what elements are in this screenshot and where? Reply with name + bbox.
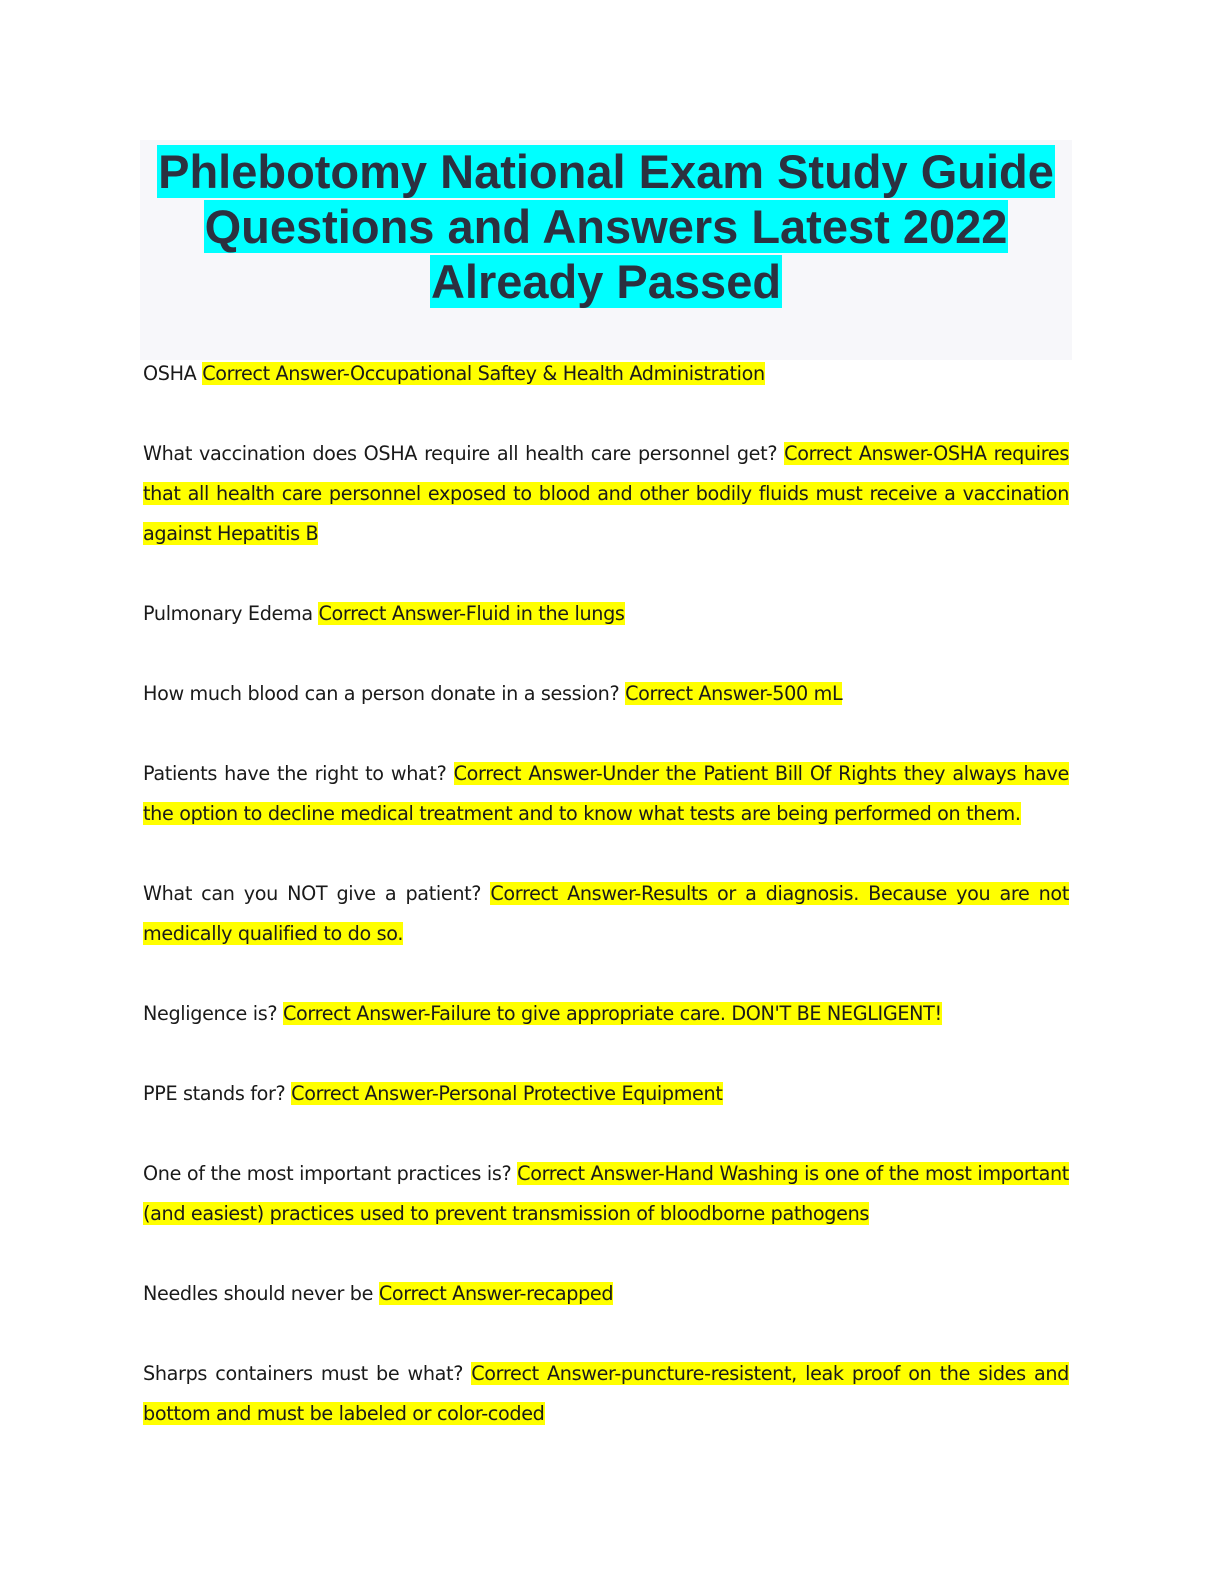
title-text-1: Phlebotomy National Exam Study Guide bbox=[158, 145, 1054, 198]
question-text: Needles should never be bbox=[143, 1282, 379, 1305]
qa-list bbox=[143, 354, 1069, 1434]
answer-text: Correct Answer-Results or a diagnosis. Because you are not medically qualified to do so. bbox=[143, 882, 1069, 945]
qa-item-sharps bbox=[143, 1354, 1069, 1434]
question-text: OSHA bbox=[143, 362, 203, 385]
question-text: Sharps containers must be what? bbox=[143, 1362, 472, 1385]
title-line-3 bbox=[140, 254, 1072, 309]
answer-text: Correct Answer-Occupational Saftey & Health Administration bbox=[202, 362, 765, 385]
answer-text: Correct Answer-puncture-resistent, leak proof on the sides and bottom and must be labeled or color-coded bbox=[143, 1362, 1069, 1425]
qa-item-not-give bbox=[143, 874, 1069, 954]
question-text: One of the most important practices is? bbox=[143, 1162, 518, 1185]
qa-item-negligence bbox=[143, 994, 1069, 1034]
question-text: What vaccination does OSHA require all health care personnel get? bbox=[143, 442, 785, 465]
qa-item-vaccination bbox=[143, 434, 1069, 554]
title-block bbox=[140, 140, 1072, 360]
question-text: How much blood can a person donate in a session? bbox=[143, 682, 626, 705]
question-text: Negligence is? bbox=[143, 1002, 283, 1025]
answer-text: Correct Answer-OSHA requires that all health care personnel exposed to blood and other bodily fluids must receive a vaccination against Hepatitis B bbox=[143, 442, 1069, 545]
qa-item-pulmonary-edema bbox=[143, 594, 1069, 634]
question-text: What can you NOT give a patient? bbox=[143, 882, 491, 905]
answer-text: Correct Answer-Hand Washing is one of the most important (and easiest) practices used to prevent transmission of bloodborne pathogens bbox=[143, 1162, 1069, 1225]
qa-item-needles bbox=[143, 1274, 1069, 1314]
title-text-2: Questions and Answers Latest 2022 bbox=[204, 200, 1008, 253]
qa-item-ppe bbox=[143, 1074, 1069, 1114]
qa-item-patient-rights bbox=[143, 754, 1069, 834]
answer-text: Correct Answer-Personal Protective Equipment bbox=[291, 1082, 723, 1105]
title-text-3: Already Passed bbox=[430, 255, 782, 308]
answer-text: Correct Answer-recapped bbox=[378, 1282, 614, 1305]
answer-text: Correct Answer-Failure to give appropriate care. DON'T BE NEGLIGENT! bbox=[282, 1002, 942, 1025]
title-line-1 bbox=[140, 144, 1072, 199]
question-text: Patients have the right to what? bbox=[143, 762, 454, 785]
qa-item-hand-washing bbox=[143, 1154, 1069, 1234]
answer-text: Correct Answer-500 mL bbox=[625, 682, 843, 705]
qa-item-blood-donation bbox=[143, 674, 1069, 714]
question-text: PPE stands for? bbox=[143, 1082, 292, 1105]
answer-text: Correct Answer-Fluid in the lungs bbox=[318, 602, 625, 625]
qa-item-osha bbox=[143, 354, 1069, 394]
title-line-2 bbox=[140, 199, 1072, 254]
question-text: Pulmonary Edema bbox=[143, 602, 319, 625]
answer-text: Correct Answer-Under the Patient Bill Of Rights they always have the option to decline medical treatment and to know what tests are being performed on them. bbox=[143, 762, 1069, 825]
